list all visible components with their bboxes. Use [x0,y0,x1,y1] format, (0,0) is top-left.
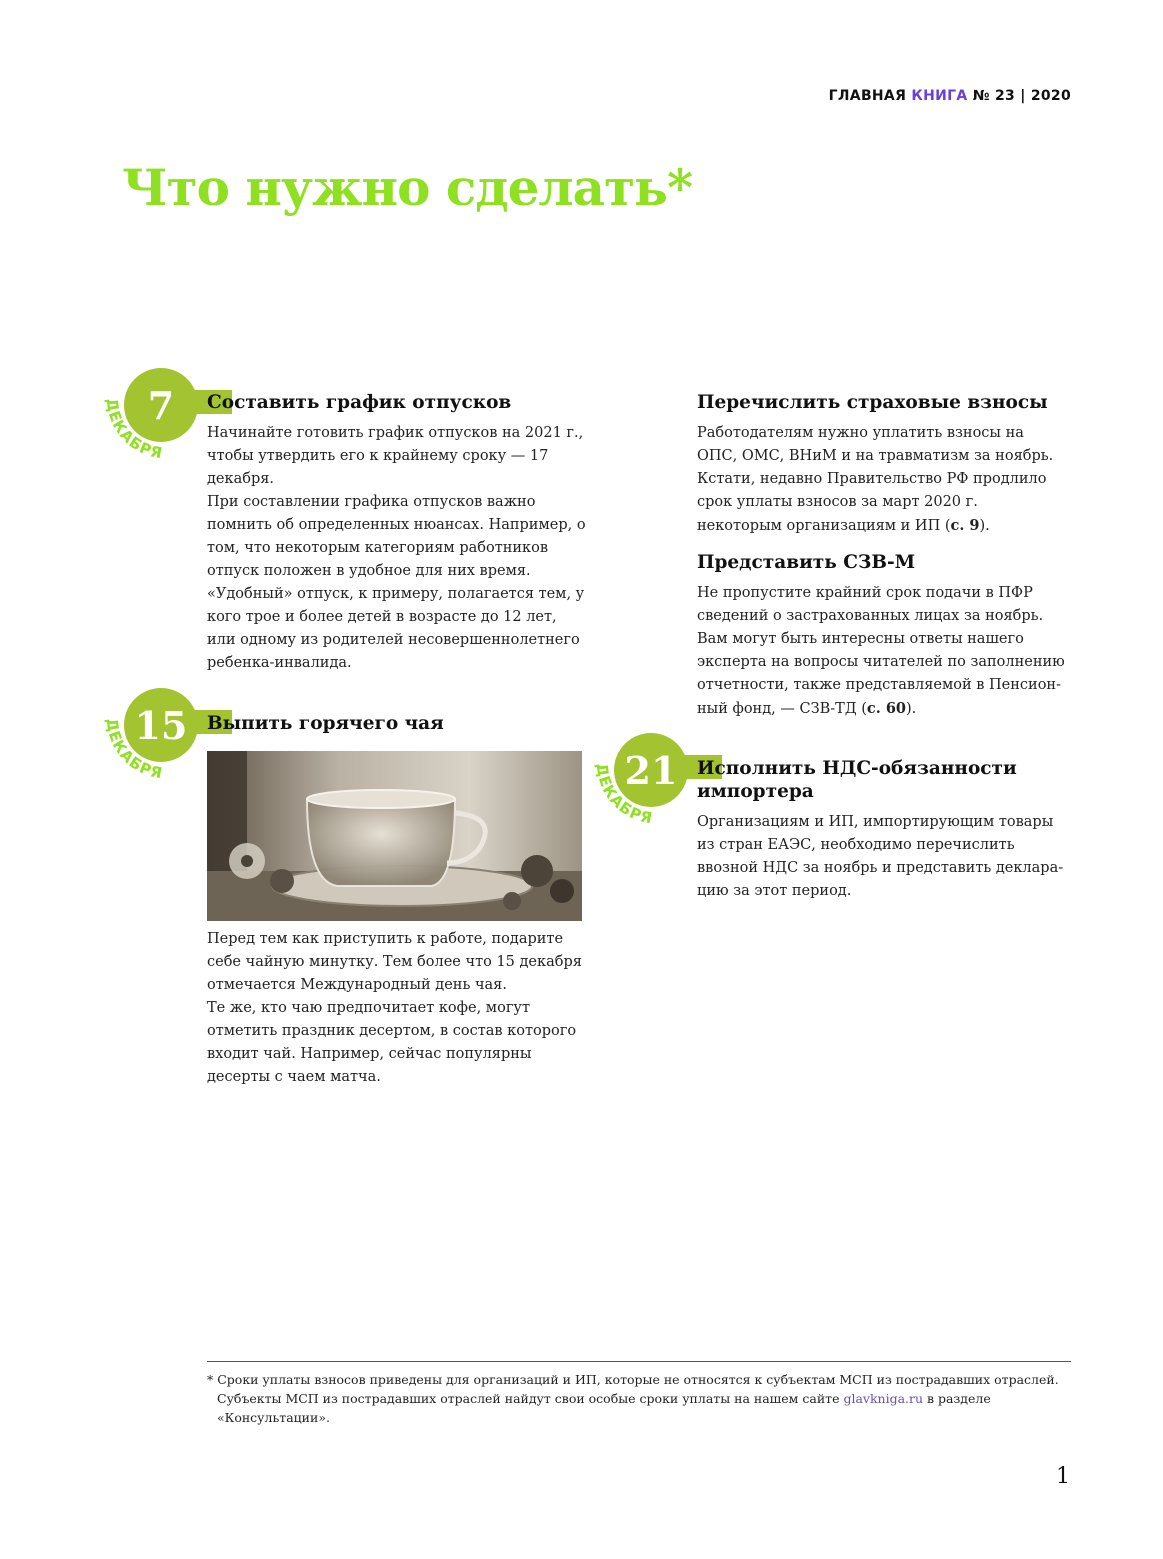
badge-month: ДЕКАБРЯ [102,397,165,463]
badge-month: ДЕКАБРЯ [102,717,165,783]
page-reference: с. 9 [950,517,980,534]
section-text: Перед тем как приступить к работе, подарите себе чайную минутку. Тем более что 15 декабря отмечается Международный день чая. [207,931,582,993]
brand-accent: КНИГА [911,88,968,104]
page-number: 1 [1056,1464,1070,1489]
date-badge-21 [592,745,712,855]
section-title: Исполнить НДС-обязанности импортера [697,758,1017,802]
section-text: Работодателям нужно уплатить взносы на ОПС, ОМС, ВНиМ и на травматизм за ноябрь. Кстати, недавно Правительство РФ продлило срок уплаты взносов за март 2020 г. некоторым организациям и ИП (с. 9). [697,425,1054,534]
badge-month: ДЕКАБРЯ [592,762,655,828]
section-title: Представить СЗВ-М [697,552,916,573]
badge-day: 15 [124,688,198,762]
section-insurance [697,391,1067,538]
site-link[interactable]: glavkniga.ru [843,1391,924,1406]
date-badge-15 [102,700,222,810]
section-text: Не пропустите крайний срок подачи в ПФР сведений о застрахованных лицах за ноябрь. Вам могут быть интересны ответы нашего эксперта на вопросы читателей по заполнению отчетности, также представляемой в Пенсионный фонд, — СЗВ-ТД (с. 60). [697,585,1065,717]
footnote-line: Субъекты МСП из пострадавших отраслей найдут свои особые сроки уплаты на нашем сайте glavkniga.ru в разделе «Консультации». [217,1391,991,1425]
page-title: Что нужно сделать* [122,158,693,217]
section-tea-body [207,928,587,1089]
section-vat [697,757,1067,903]
footnote-divider [207,1361,1071,1362]
section-vacation [207,391,587,675]
section-text: Начинайте готовить график отпусков на 2021 г., чтобы утвердить его к крайнему сроку — 17 декабря. [207,425,584,487]
footnote [207,1370,1082,1427]
date-badge-7 [102,380,222,490]
badge-day: 21 [614,733,688,807]
issue-number: № 23 | 2020 [972,88,1071,104]
section-text: Те же, кто чаю предпочитает кофе, могут отметить праздник десертом, в состав которого входит чай. Например, сейчас популярны десерты с чаем матча. [207,1000,577,1085]
section-tea-title [207,712,587,743]
footnote-line: * Сроки уплаты взносов приведены для организаций и ИП, которые не относятся к субъектам МСП из пострадавших отраслей. [207,1372,1059,1387]
section-title: Составить график отпусков [207,392,512,413]
tea-cup-photo [207,751,582,921]
magazine-header [829,88,1071,104]
brand-name: ГЛАВНАЯ [828,88,907,104]
page-reference: с. 60 [866,700,906,717]
section-title: Выпить горячего чая [207,713,444,734]
section-text: Организациям и ИП, импортирующим товары из стран ЕАЭС, необходимо перечислить ввозной НДС за ноябрь и представить декларацию за этот период. [697,814,1064,899]
badge-day: 7 [124,368,198,442]
section-szv [697,551,1067,721]
section-text: При составлении графика отпусков важно помнить об определенных нюансах. Например, о том, что некоторым категориям работников отпуск положен в удобное для них время. «Удобный» отпуск, к примеру, полагается тем, у кого трое и более детей в возрасте до 12 лет, или одному из родителей несовершеннолетнего ребенка-инвалида. [207,494,586,671]
section-title: Перечислить страховые взносы [697,392,1048,413]
